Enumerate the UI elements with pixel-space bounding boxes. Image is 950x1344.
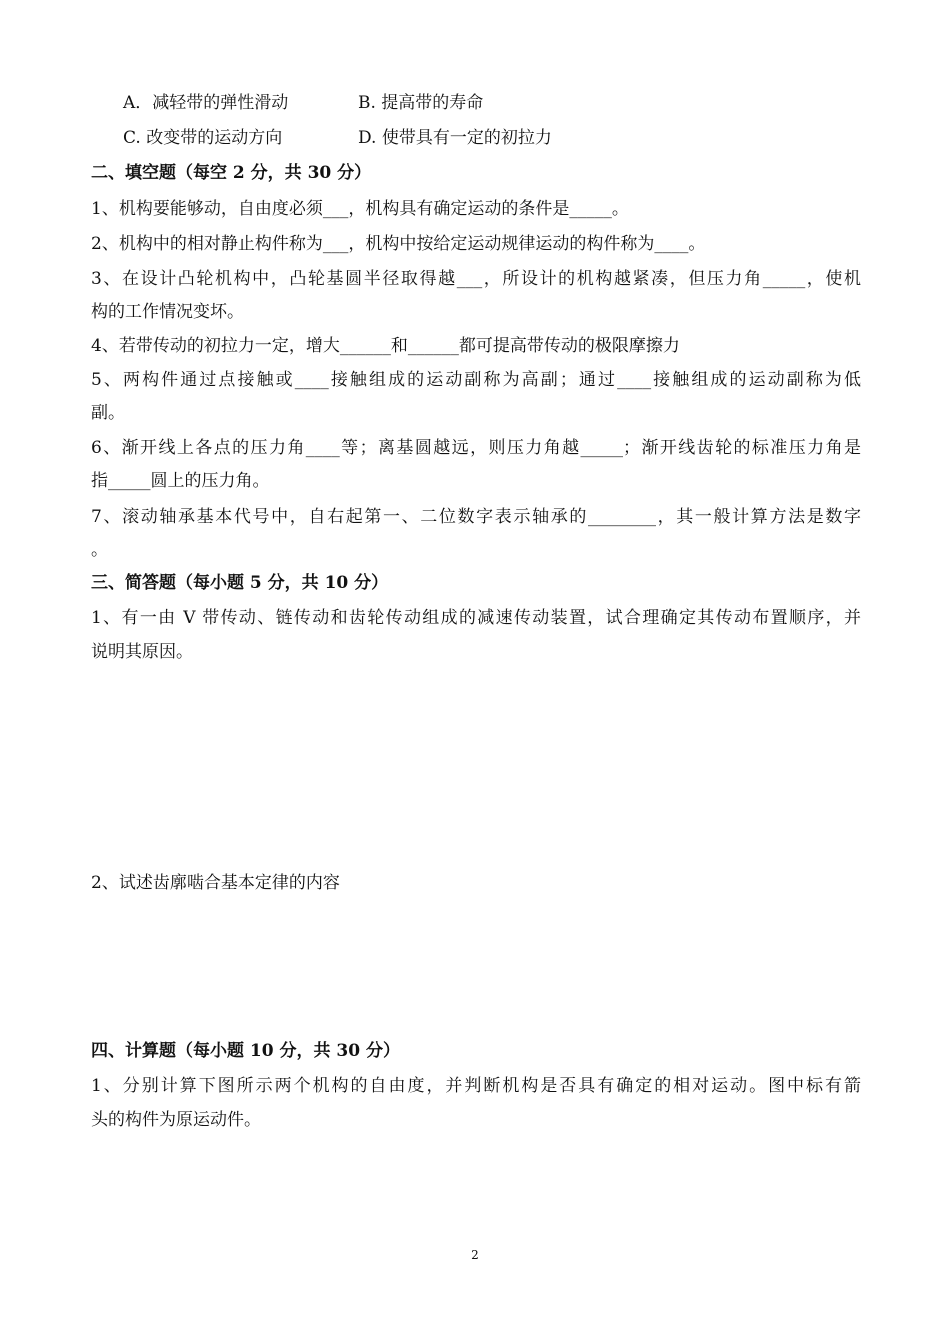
question-2-7-line1: 7、滚动轴承基本代号中，自右起第一、二位数字表示轴承的________，其一般计算方法是数字: [91, 507, 861, 527]
option-b: B. 提高带的寿命: [358, 93, 484, 113]
section-2-heading: 二、填空题（每空 2 分，共 30 分）: [91, 163, 372, 183]
question-2-5-line1: 5、两构件通过点接触或____接触组成的运动副称为高副；通过____接触组成的运动副称为低: [91, 370, 861, 390]
question-2-6-line1: 6、渐开线上各点的压力角____等；离基圆越远，则压力角越_____；渐开线齿轮的标准压力角是: [91, 438, 861, 458]
question-2-2: 2、机构中的相对静止构件称为___，机构中按给定运动规律运动的构件称为____。: [91, 234, 706, 254]
page-number: 2: [471, 1248, 479, 1262]
section-3-heading: 三、简答题（每小题 5 分，共 10 分）: [91, 573, 389, 593]
question-3-2: 2、试述齿廓啮合基本定律的内容: [91, 873, 340, 893]
question-2-1: 1、机构要能够动，自由度必须___，机构具有确定运动的条件是_____。: [91, 199, 629, 219]
option-d: D. 使带具有一定的初拉力: [358, 128, 552, 148]
question-2-3-line2: 构的工作情况变坏。: [91, 302, 244, 322]
question-3-1-line2: 说明其原因。: [91, 642, 193, 662]
question-3-1-line1: 1、有一由 V 带传动、链传动和齿轮传动组成的减速传动装置，试合理确定其传动布置顺序，并: [91, 608, 861, 628]
question-2-7-line2: 。: [91, 540, 108, 560]
question-2-6-line2: 指_____圆上的压力角。: [91, 471, 270, 491]
question-2-5-line2: 副。: [91, 403, 125, 423]
question-2-4: 4、若带传动的初拉力一定，增大______和______都可提高带传动的极限摩擦力: [91, 336, 680, 356]
question-2-3-line1: 3、在设计凸轮机构中，凸轮基圆半径取得越___，所设计的机构越紧凑，但压力角_____，使机: [91, 269, 861, 289]
question-4-1-line2: 头的构件为原运动件。: [91, 1110, 261, 1130]
question-4-1-line1: 1、分别计算下图所示两个机构的自由度，并判断机构是否具有确定的相对运动。图中标有箭: [91, 1076, 861, 1096]
section-4-heading: 四、计算题（每小题 10 分，共 30 分）: [91, 1041, 400, 1061]
option-c: C. 改变带的运动方向: [123, 128, 283, 148]
option-a: A．减轻带的弹性滑动: [123, 93, 289, 113]
